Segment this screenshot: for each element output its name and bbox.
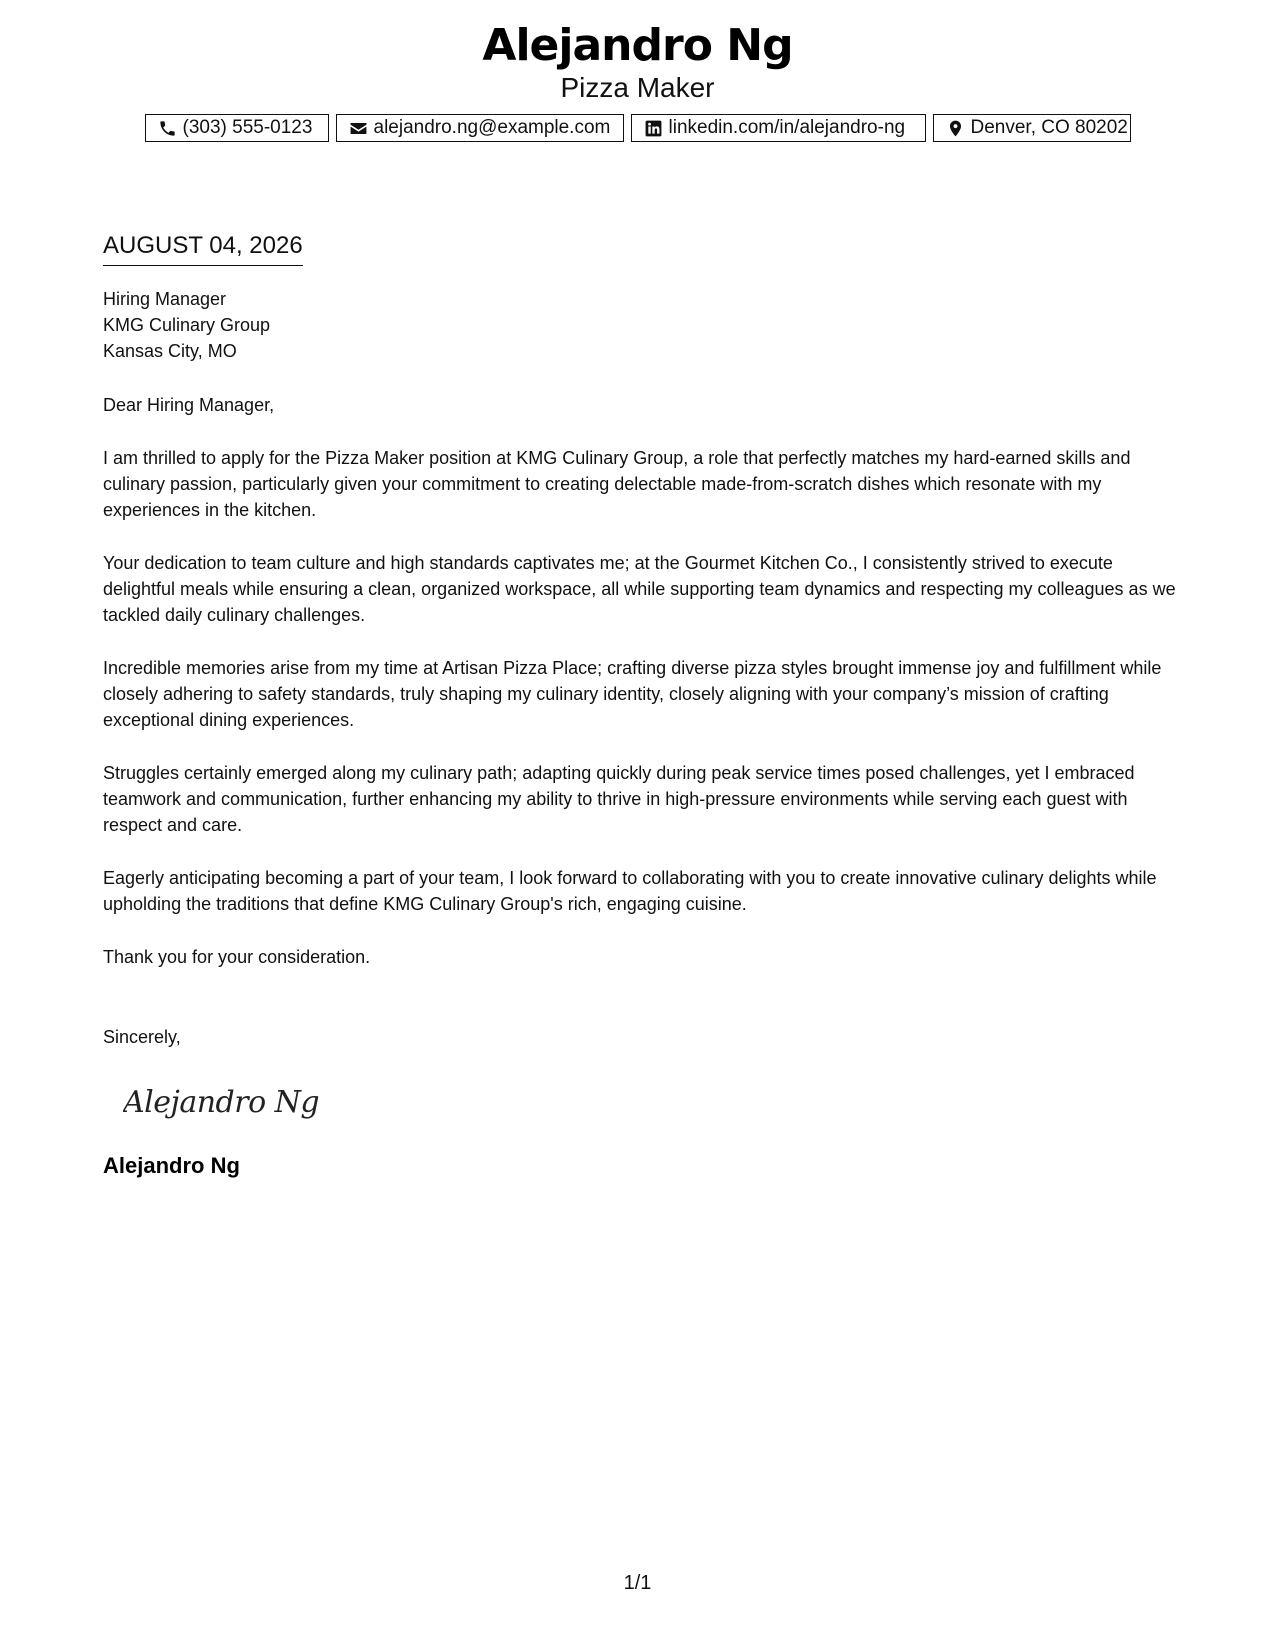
page-number: 1/1 [623,1572,652,1594]
envelope-icon [349,119,368,138]
contact-linkedin[interactable] [631,114,926,142]
map-marker-icon [946,119,965,138]
linkedin-text: linkedin.com/in/alejandro-ng [668,117,906,138]
phone-icon [158,119,177,138]
phone-text: (303) 555-0123 [182,117,313,138]
letter-date: AUGUST 04, 2026 [103,230,303,266]
closing: Sincerely, [103,1027,181,1047]
paragraph-5: Eagerly anticipating becoming a part of your team, I look forward to collaborating with you to create innovative culinary delights while upholding the traditions that define KMG Culinary Group's rich, engaging cuisine. [103,868,1157,914]
recipient-block [103,286,1183,364]
contact-bar [0,114,1275,142]
recipient-location: Kansas City, MO [103,341,237,361]
contact-email[interactable] [336,114,624,142]
contact-location [933,114,1131,142]
paragraph-4: Struggles certainly emerged along my culinary path; adapting quickly during peak service times posed challenges, yet I embraced teamwork and communication, further enhancing my ability to thrive in high-pressure environments while serving each guest with respect and care. [103,763,1135,835]
letter-body [103,230,1183,1180]
applicant-title: Pizza Maker [560,72,715,103]
recipient-name: Hiring Manager [103,289,227,309]
location-text: Denver, CO 80202 [970,117,1128,138]
signature-text: Alejandro Ng [123,1085,320,1120]
recipient-company: KMG Culinary Group [103,315,271,335]
signature-image [123,1076,343,1124]
letter-header [0,18,1275,104]
applicant-name: Alejandro Ng [482,20,793,71]
paragraph-6: Thank you for your consideration. [103,947,371,967]
linkedin-icon [644,119,663,138]
contact-phone [145,114,329,142]
email-text: alejandro.ng@example.com [373,117,611,138]
salutation: Dear Hiring Manager, [103,395,275,415]
paragraph-3: Incredible memories arise from my time at Artisan Pizza Place; crafting diverse pizza styles brought immense joy and fulfillment while closely adhering to safety standards, truly shaping my culinary identity, closely aligning with your company’s mission of crafting exceptional dining experiences. [103,658,1162,730]
paragraph-2: Your dedication to team culture and high standards captivates me; at the Gourmet Kitchen Co., I consistently strived to execute delightful meals while ensuring a clean, organized workspace, all while supporting team dynamics and respecting my colleagues as we tackled daily culinary challenges. [103,553,1176,625]
signer-name: Alejandro Ng [103,1153,240,1178]
paragraph-1: I am thrilled to apply for the Pizza Maker position at KMG Culinary Group, a role that perfectly matches my hard-earned skills and culinary passion, particularly given your commitment to creating delectable made-from-scratch dishes which resonate with my experiences in the kitchen. [103,448,1131,520]
